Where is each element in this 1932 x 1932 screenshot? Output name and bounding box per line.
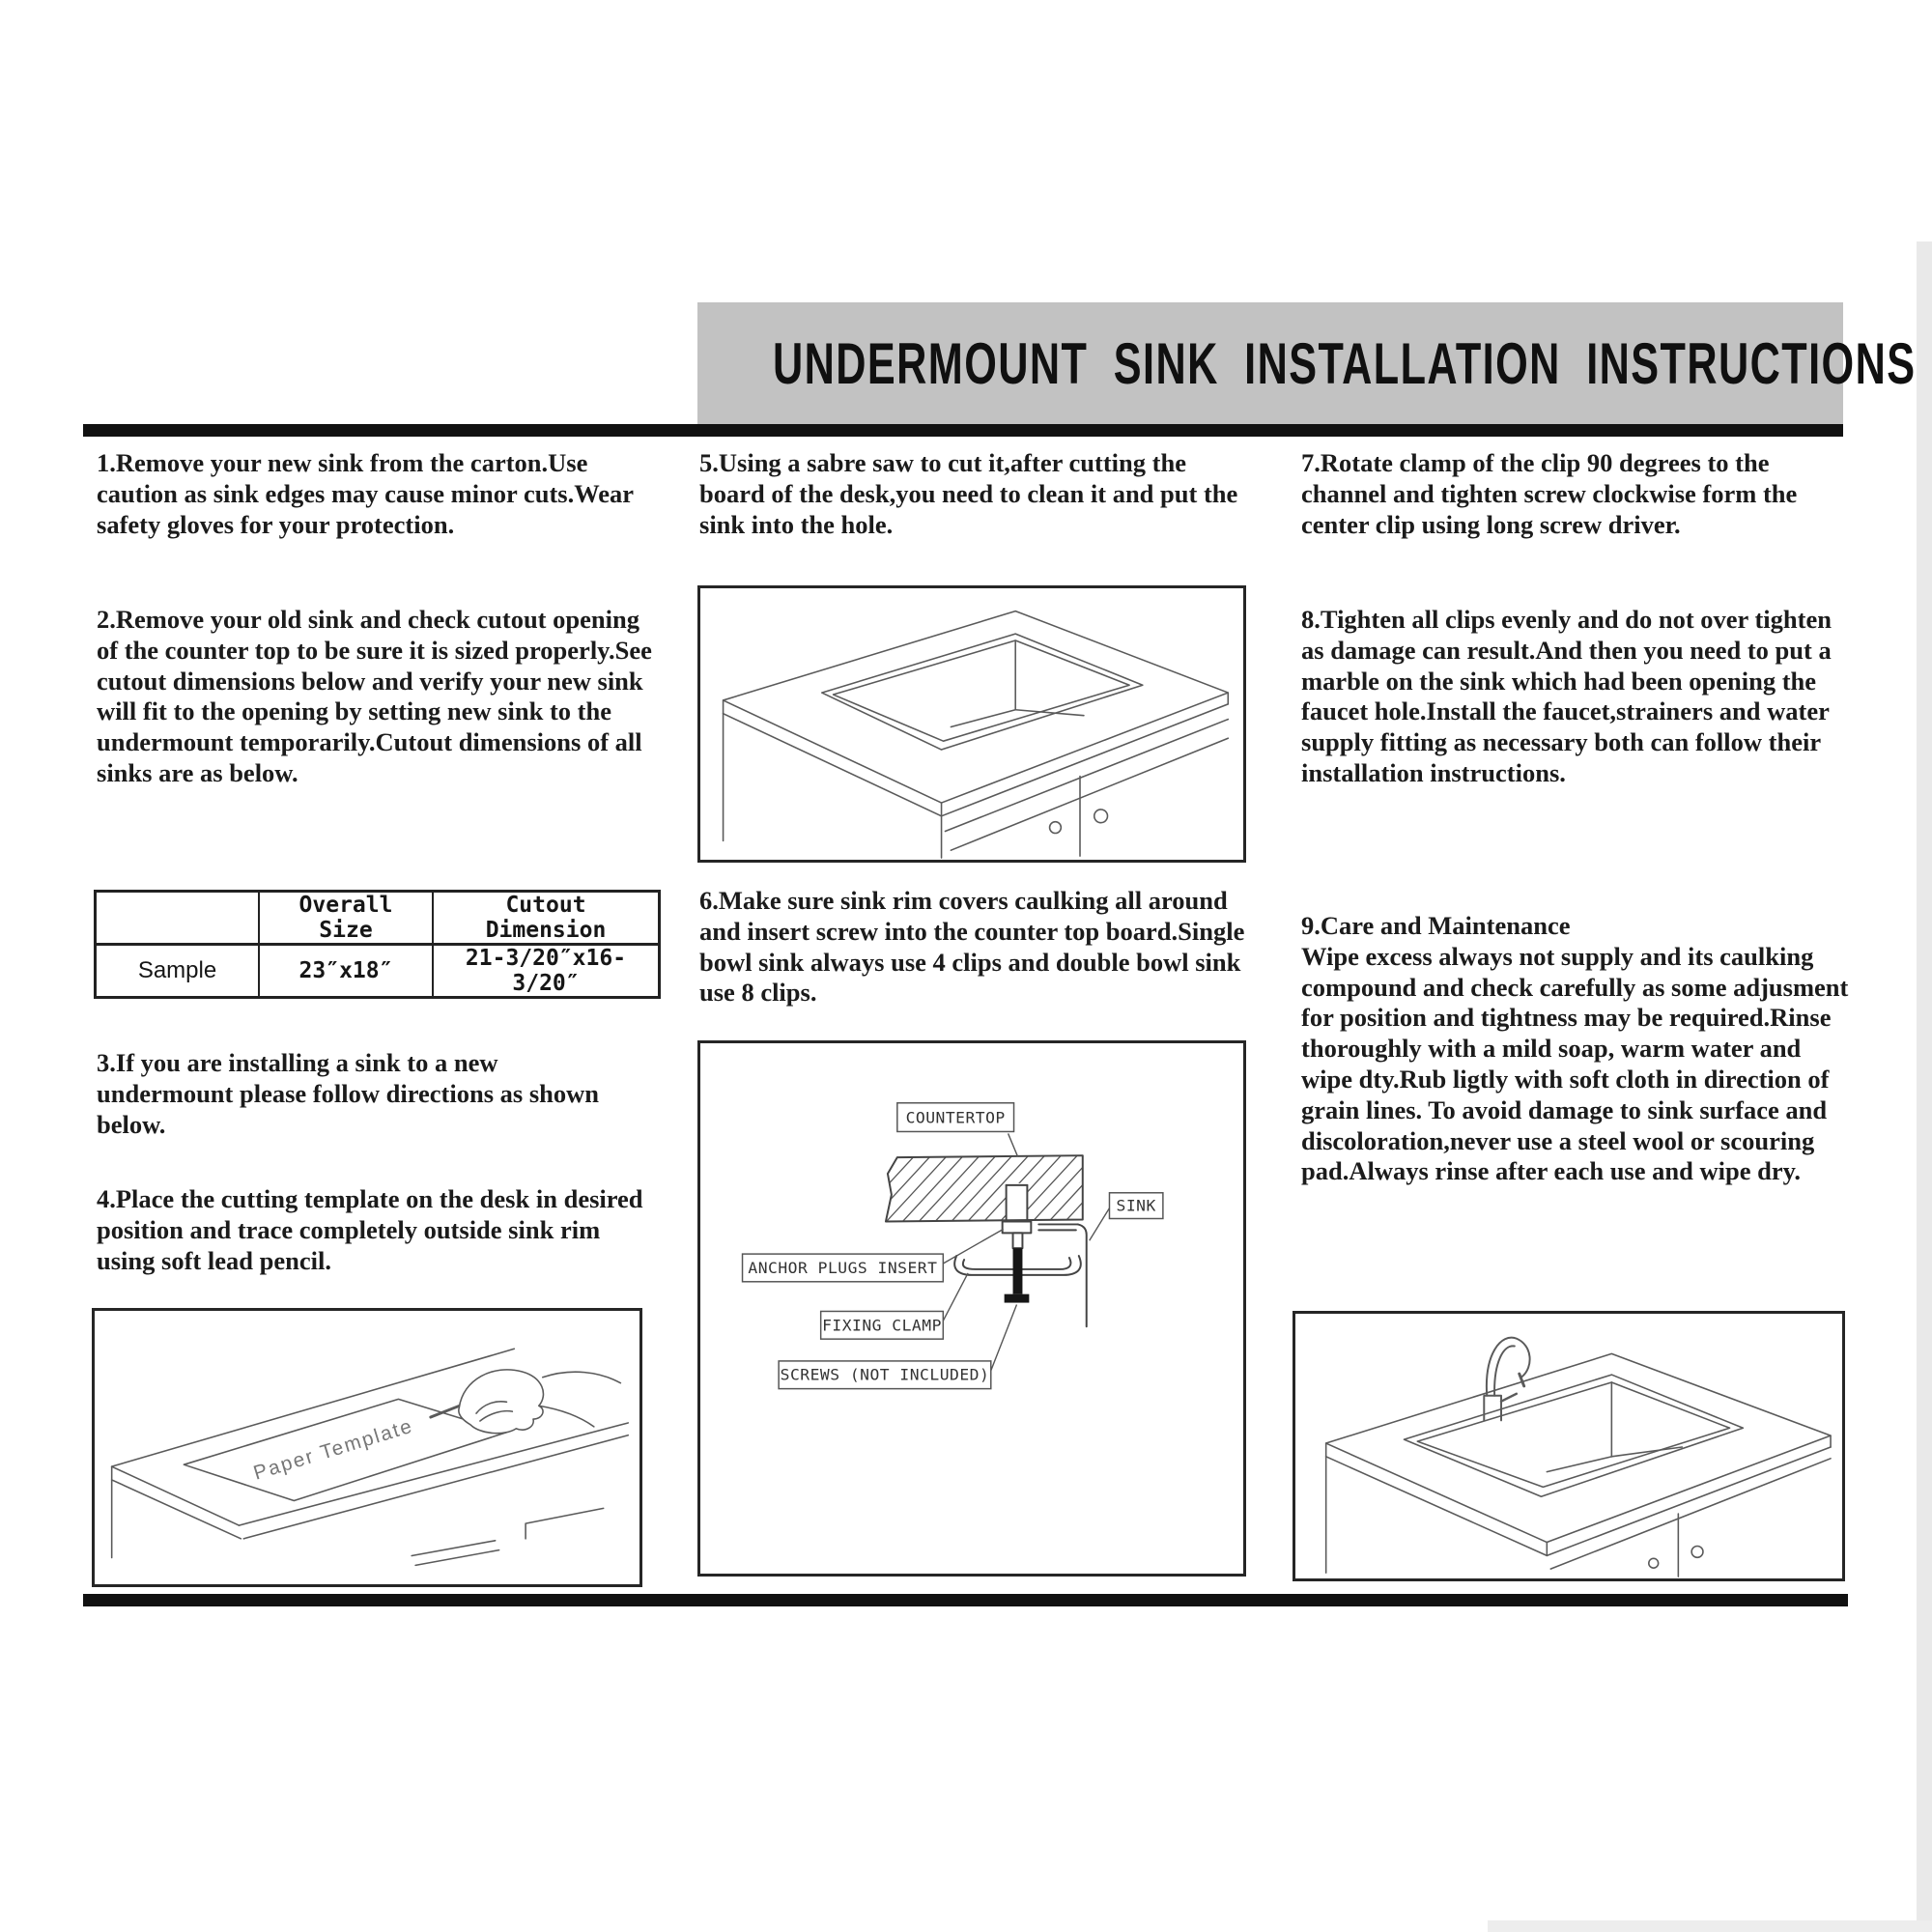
step-1: 1.Remove your new sink from the carton.Use caution as sink edges may cause minor cuts.Wear safety gloves for your protection.: [97, 448, 634, 539]
cell-cutout-dimension: 21-3/20″x16-3/20″: [433, 945, 660, 998]
figure-countertop-cutout: [697, 585, 1246, 863]
scan-edge-artifact-bottom: [1488, 1920, 1932, 1932]
step-6: 6.Make sure sink rim covers caulking all around and insert screw into the counter top board.Single bowl sink always use 4 clips and double bowl sink use 8 clips.: [699, 886, 1245, 1008]
header-blank: [96, 892, 260, 945]
bottom-rule: [83, 1594, 1848, 1606]
header-cutout-dimension: Cutout Dimension: [433, 892, 660, 945]
table-header-row: [96, 892, 660, 945]
figure-paper-template: [92, 1308, 642, 1587]
header-overall-size: Overall Size: [259, 892, 433, 945]
table-row: [96, 945, 660, 998]
step-9-body: Wipe excess always not supply and its caulking compound and check carefully as some adjusment for position and tightness may be required.Rinse thoroughly with a mild soap, warm water and wipe dty.Rub ligtly with soft cloth in direction of grain lines. To avoid damage to sink surface and discoloration,never use a steel wool or scouring pad.Always rinse after each use and wipe dry.: [1301, 941, 1849, 1186]
cell-sample: Sample: [96, 945, 260, 998]
paper-template-label: Paper Template: [250, 1414, 416, 1485]
fixing-clamp-label: FIXING CLAMP: [822, 1316, 942, 1335]
figure-finished-sink: [1293, 1311, 1845, 1581]
countertop-hatching: [835, 1151, 1148, 1225]
finished-sink-drawing: [1295, 1314, 1842, 1578]
step-3: 3.If you are installing a sink to a new undermount please follow directions as shown below.: [97, 1048, 599, 1139]
screw-head: [1005, 1294, 1030, 1303]
page-title: UNDERMOUNT SINK INSTALLATION INSTRUCTIONS: [773, 331, 1917, 396]
scan-edge-artifact: [1917, 242, 1932, 1932]
clamp-cross-section-drawing: [700, 1043, 1243, 1574]
cutout-dimension-table: [94, 890, 661, 999]
screws-label: SCREWS (NOT INCLUDED): [780, 1365, 990, 1384]
step-8: 8.Tighten all clips evenly and do not over tighten as damage can result.And then you need to put a marble on the sink which had been opening the faucet hole.Install the faucet,strainers and water supply fitting as necessary both can follow their installation instructions.: [1301, 605, 1832, 787]
countertop-label: COUNTERTOP: [905, 1108, 1006, 1127]
step-7: 7.Rotate clamp of the clip 90 degrees to the channel and tighten screw clockwise form the center clip using long screw driver.: [1301, 448, 1798, 539]
figure-clamp-cross-section: [697, 1040, 1246, 1577]
cell-overall-size: 23″x18″: [259, 945, 433, 998]
screw-shaft: [1013, 1248, 1023, 1293]
title-banner: [697, 302, 1917, 425]
step-2: 2.Remove your old sink and check cutout opening of the counter top to be sure it is sized properly.See cutout dimensions below and verify your new sink will fit to the opening by setting new sink to the undermount temporarily.Cutout dimensions of all sinks are as below.: [97, 605, 652, 787]
countertop-cutout-drawing: [700, 588, 1243, 860]
step-9: [1301, 911, 1854, 1187]
anchor-plugs-label: ANCHOR PLUGS INSERT: [748, 1258, 938, 1277]
step-5: 5.Using a sabre saw to cut it,after cutting the board of the desk,you need to clean it and put the sink into the hole.: [699, 448, 1238, 539]
top-rule: [83, 424, 1843, 437]
step-4: 4.Place the cutting template on the desk in desired position and trace completely outside sink rim using soft lead pencil.: [97, 1184, 643, 1275]
paper-template-drawing: [95, 1311, 639, 1584]
sink-label: SINK: [1116, 1196, 1156, 1215]
anchor-notch: [1007, 1183, 1028, 1222]
step-9-heading: 9.Care and Maintenance: [1301, 911, 1571, 940]
countertop-slab: [886, 1155, 1083, 1221]
